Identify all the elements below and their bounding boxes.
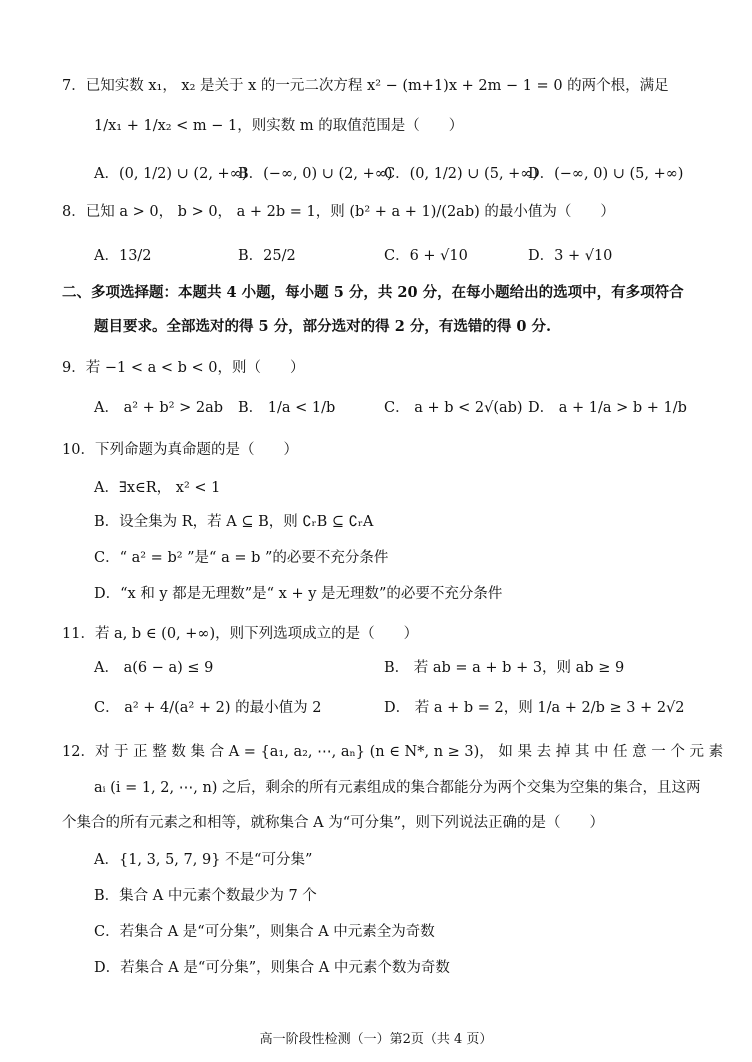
q11-option-c: C． a² + 4/(a² + 2) 的最小值为 2 bbox=[94, 700, 322, 716]
q11-option-d: D． 若 a + b = 2，则 1/a + 2/b ≥ 3 + 2√2 bbox=[384, 700, 685, 716]
q10-option-b: B．设全集为 R，若 A ⊆ B，则 ∁ᵣB ⊆ ∁ᵣA bbox=[94, 514, 374, 530]
q9-option-d: D． a + 1/a > b + 1/b bbox=[528, 400, 687, 416]
q9-option-b: B． 1/a < 1/b bbox=[238, 400, 336, 416]
q9-option-a: A． a² + b² > 2ab bbox=[94, 400, 224, 416]
q12-stem-line3: 个集合的所有元素之和相等，就称集合 A 为“可分集”，则下列说法正确的是（ ） bbox=[62, 815, 605, 831]
q8-option-d: D．3 + √10 bbox=[528, 248, 613, 264]
q12-option-d: D．若集合 A 是“可分集”，则集合 A 中元素个数为奇数 bbox=[94, 960, 450, 976]
q8-option-c: C．6 + √10 bbox=[384, 248, 468, 264]
q7-option-a: A．(0, 1/2) ∪ (2, +∞) bbox=[94, 166, 248, 182]
q12-stem-line2: aᵢ (i = 1, 2, ⋯, n) 之后，剩余的所有元素组成的集合都能分为两个交集为空集的集合，且这两 bbox=[94, 780, 701, 796]
q9-stem: 9．若 −1 < a < b < 0，则（ ） bbox=[62, 360, 305, 376]
q8-option-b: B．25/2 bbox=[238, 248, 296, 264]
q12-stem-line1: 12．对 于 正 整 数 集 合 A = {a₁, a₂, ⋯, aₙ} (n ∈ N*, n ≥ 3)， 如 果 去 掉 其 中 任 意 一 个 元 素 bbox=[62, 744, 724, 760]
q8-stem: 8．已知 a > 0， b > 0， a + 2b = 1，则 (b² + a + 1)/(2ab) 的最小值为（ ） bbox=[62, 204, 615, 220]
page-footer: 高一阶段性检测（一）第2页（共 4 页） bbox=[259, 1032, 493, 1047]
q7-option-d: D．(−∞, 0) ∪ (5, +∞) bbox=[528, 166, 684, 182]
section2-heading-line1: 二、多项选择题：本题共 4 小题，每小题 5 分，共 20 分，在每小题给出的选项中，有多项符合 bbox=[62, 284, 684, 301]
section2-heading-line2: 题目要求。全部选对的得 5 分，部分选对的得 2 分，有选错的得 0 分. bbox=[94, 318, 552, 335]
q7-stem-line2: 1/x₁ + 1/x₂ < m − 1，则实数 m 的取值范围是（ ） bbox=[94, 118, 464, 134]
q12-option-c: C．若集合 A 是“可分集”，则集合 A 中元素全为奇数 bbox=[94, 924, 435, 940]
q11-stem: 11．若 a, b ∈ (0, +∞)，则下列选项成立的是（ ） bbox=[62, 626, 419, 642]
q11-option-a: A． a(6 − a) ≤ 9 bbox=[94, 660, 214, 676]
q10-stem: 10．下列命题为真命题的是（ ） bbox=[62, 442, 298, 458]
q12-option-b: B．集合 A 中元素个数最少为 7 个 bbox=[94, 888, 317, 904]
q11-option-b: B． 若 ab = a + b + 3，则 ab ≥ 9 bbox=[384, 660, 625, 676]
q8-option-a: A．13/2 bbox=[94, 248, 152, 264]
q7-option-b: B．(−∞, 0) ∪ (2, +∞) bbox=[238, 166, 393, 182]
q10-option-d: D．“x 和 y 都是无理数”是“ x + y 是无理数”的必要不充分条件 bbox=[94, 586, 503, 602]
q12-option-a: A．{1, 3, 5, 7, 9} 不是“可分集” bbox=[94, 852, 313, 868]
q10-option-c: C．“ a² = b² ”是“ a = b ”的必要不充分条件 bbox=[94, 550, 389, 566]
q10-option-a: A．∃x∈R， x² < 1 bbox=[94, 480, 221, 496]
q9-option-c: C． a + b < 2√(ab) bbox=[384, 400, 523, 416]
q7-stem-line1: 7．已知实数 x₁， x₂ 是关于 x 的一元二次方程 x² − (m+1)x + 2m − 1 = 0 的两个根，满足 bbox=[62, 78, 669, 94]
q7-option-c: C．(0, 1/2) ∪ (5, +∞) bbox=[384, 166, 539, 182]
